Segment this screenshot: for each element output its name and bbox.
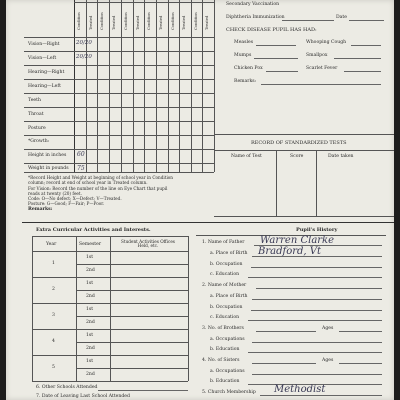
row-label: Vision—Right [28,42,60,47]
history-item: a. Occupations [210,369,245,374]
col-header: Condition [147,12,151,30]
health-note: For Vision: Record the number of the line on Eye Chart that pupil [28,186,168,191]
extra-semester: 1st [86,307,94,312]
disease-chicken-pox: Chicken Pox [234,66,263,71]
health-remarks-label: Remarks: [28,207,53,212]
history-item: 4. No. of Sisters [202,358,240,363]
secondary-vaccination-label: Secondary Vaccination [226,2,280,7]
col-header: Treated [136,15,140,30]
disease-smallpox: Smallpox [306,53,328,58]
brothers-ages-label: Ages [322,326,334,331]
extra-year: 1 [52,261,55,266]
record-card [6,0,394,400]
sisters-ages-label: Ages [322,358,334,363]
extra-year: 5 [52,365,55,370]
row-label: Height in inches [28,153,67,158]
disease-measles: Measles [234,40,254,45]
row-label: Hearing—Left [28,84,61,89]
extra-semester: 1st [86,359,94,364]
col-header: Condition [124,12,128,30]
extra-title: Extra Curricular Activities and Interests. [36,227,151,233]
history-item: b. Occupation [210,262,243,267]
health-note: Posture: G—Good; F—Fair; P—Poor. [28,201,105,206]
health-note: Code: O—No defect; X—Defect; V—Treated. [28,196,122,201]
tests-title: RECORD OF STANDARDIZED TESTS [251,140,347,146]
tests-header-name: Name of Test [231,154,262,159]
health-note: column; record at end of school year in Treated column. [28,180,148,185]
extra-year: 2 [52,287,55,292]
col-header: Condition [77,12,81,30]
col-header: Condition [100,12,104,30]
history-item: b. Education [210,347,240,352]
col-header: Condition [171,12,175,30]
row-label: Weight in pounds [28,166,69,171]
extra-header-semester: Semester [79,242,102,247]
church-value: Methodist [274,384,326,395]
col-header: Treated [205,15,209,30]
other-schools-label: 6. Other Schools Attended [36,385,98,390]
extra-year: 4 [52,339,55,344]
extra-semester: 2nd [86,372,95,377]
history-item: 3. No. of Brothers [202,326,244,331]
history-item: 2. Name of Mother [202,283,247,288]
father-birth-value: Bradford, Vt [258,246,321,257]
disease-whooping-cough: Whooping Cough [306,40,347,45]
history-item: c. Education [210,272,240,277]
extra-header-year: Year [46,242,57,247]
history-item: a. Occupations [210,337,245,342]
extra-semester: 1st [86,281,94,286]
history-item: c. Education [210,315,240,320]
row-label: Throat [28,112,44,117]
disease-remarks-label: Remarks: [234,79,257,84]
col-header: Condition [194,12,198,30]
health-note: reads at twenty (20) feet. [28,191,82,196]
tests-header-score: Score [290,154,304,159]
height-value: 60 [77,151,85,158]
history-item: b. Education [210,379,240,384]
extra-semester: 2nd [86,294,95,299]
father-name-value: Warren Clarke [260,235,335,246]
history-item: 1. Name of Father [202,240,245,245]
extra-year: 3 [52,313,55,318]
history-item: a. Place of Birth [210,251,248,256]
history-item: a. Place of Birth [210,294,248,299]
disease-scarlet-fever: Scarlet Fever [306,66,338,71]
row-label: Teeth [28,98,41,103]
vision-left-value: 20/20 [76,54,92,60]
extra-header-activities: Student Activities Offices Held, etc. [121,239,175,249]
col-header: Treated [89,15,93,30]
row-label: Posture [28,126,46,131]
history-item: b. Occupation [210,305,243,310]
weight-value: 75 [77,165,85,172]
col-header: Treated [112,15,116,30]
date-leaving-label: 7. Date of Leaving Last School Attended [36,394,130,399]
extra-semester: 2nd [86,268,95,273]
extra-semester: 2nd [86,320,95,325]
row-label: Hearing—Right [28,70,65,75]
history-title: Pupil's History [296,227,338,233]
extra-semester: 2nd [86,346,95,351]
diphtheria-label: Diphtheria Immunization [226,15,285,20]
disease-mumps: Mumps [234,53,252,58]
extra-semester: 1st [86,255,94,260]
row-label: Vision—Left [28,56,57,61]
extra-semester: 1st [86,333,94,338]
date-label: Date [336,15,347,20]
history-item: 5. Church Membership [202,390,256,395]
vision-right-value: 20/20 [76,40,92,46]
health-note: *Record Height and Weight at beginning of school year in Condition [28,175,174,180]
col-header: Treated [182,15,186,30]
col-header: Treated [159,15,163,30]
check-disease-title: CHECK DISEASE PUPIL HAS HAD: [226,27,317,33]
tests-header-date: Date taken [328,154,354,159]
row-label: *Growth: [28,139,50,144]
